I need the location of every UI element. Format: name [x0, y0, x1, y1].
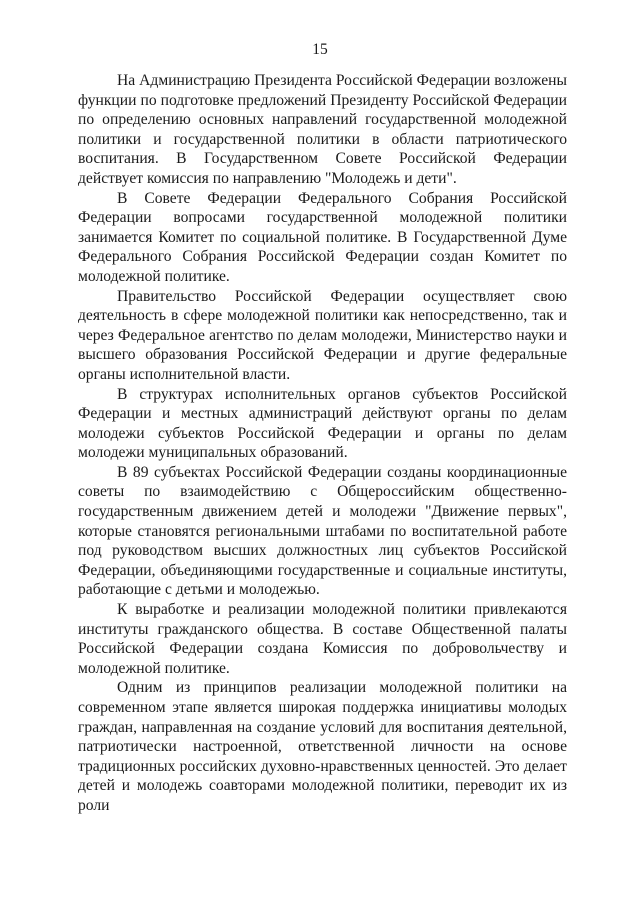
- paragraph-civil-society: К выработке и реализации молодежной политики привлекаются институты гражданского общества. В составе Общественной палаты Российской Федерации создана Комиссия по добровольчеству и молодежной политике.: [78, 601, 567, 677]
- paragraph-federation-council: В Совете Федерации Федерального Собрания Российской Федерации вопросами государственной молодежной политики занимается Комитет по социальной политике. В Государственной Думе Федерального Собрания Российской Федерации создан Комитет по молодежной политике.: [78, 189, 567, 285]
- paragraph-coordination-councils: В 89 субъектах Российской Федерации созданы координационные советы по взаимодействию с Общероссийским общественно-государственным движением детей и молодежи "Движение первых", которые становятся региональными штабами по воспитательной работе под руководством высших должностных лиц субъектов Российской Федерации, объединяющими государственные и социальные институты, работающие с детьми и молодежью.: [78, 463, 567, 599]
- paragraph-government: Правительство Российской Федерации осуществляет свою деятельность в сфере молодежной политики как непосредственно, так и через Федеральное агентство по делам молодежи, Министерство науки и высшего образования Российской Федерации и другие федеральные органы исполнительной власти.: [78, 287, 567, 383]
- document-body: [78, 71, 567, 816]
- paragraph-regional-bodies: В структурах исполнительных органов субъектов Российской Федерации и местных администраций действуют органы по делам молодежи субъектов Российской Федерации и органы по делам молодежи муниципальных образований.: [78, 385, 567, 462]
- paragraph-presidential-administration: На Администрацию Президента Российской Федерации возложены функции по подготовке предложений Президенту Российской Федерации по определению основных направлений государственной молодежной политики и государственной политики в области патриотического воспитания. В Государственном Совете Российской Федерации действует комиссия по направлению "Молодежь и дети".: [78, 72, 567, 187]
- paragraph-youth-initiative: Одним из принципов реализации молодежной политики на современном этапе является широкая поддержка инициативы молодых граждан, направленная на создание условий для воспитания деятельной, патриотически настроенной, ответственной личности на основе традиционных российских духовно-нравственных ценностей. Это делает детей и молодежь соавторами молодежной политики, переводит их из роли: [78, 679, 567, 814]
- page-number: 15: [312, 41, 328, 58]
